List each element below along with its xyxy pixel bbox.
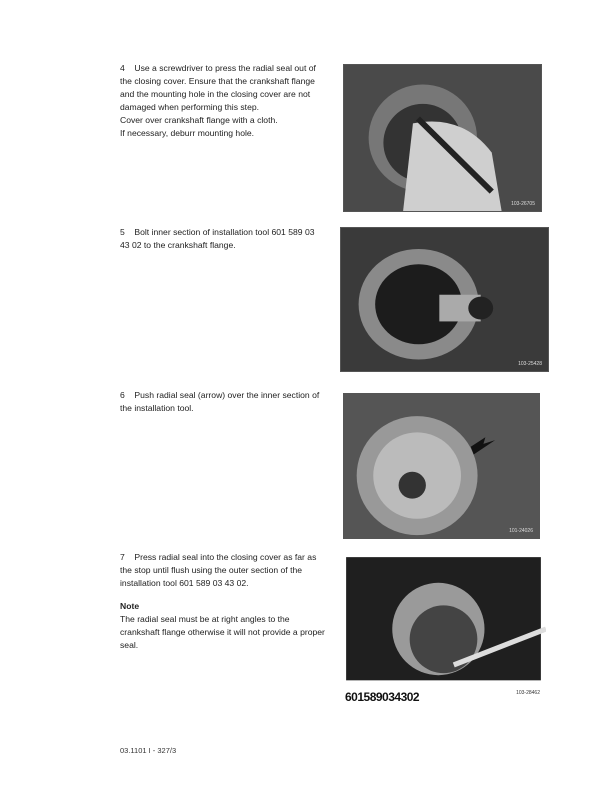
tool-number-label: 601589034302 — [345, 690, 420, 704]
photo-label: 103-25428 — [518, 361, 542, 367]
step-number: 5 — [120, 227, 125, 237]
step-text: Cover over crankshaft flange with a cloth. — [120, 115, 278, 125]
photo-push-seal — [343, 393, 540, 539]
step-7 — [120, 551, 325, 652]
page-footer: 03.1101 I - 327/3 — [120, 746, 177, 755]
photo-label: 103-26705 — [511, 201, 535, 207]
step-number: 7 — [120, 552, 125, 562]
step-4 — [120, 62, 325, 140]
photo-remove-seal — [343, 64, 542, 212]
note-text: The radial seal must be at right angles to the crankshaft flange otherwise it will not provide a proper seal. — [120, 614, 325, 650]
step-6 — [120, 389, 325, 415]
step-text: Push radial seal (arrow) over the inner section of the installation tool. — [120, 390, 320, 413]
step-text: Press radial seal into the closing cover as far as the stop until flush using the outer section of the installation tool 601 589 03 43 02. — [120, 552, 317, 588]
photo-label: 103-28462 — [516, 690, 540, 696]
photo-label: 101-24026 — [509, 528, 533, 534]
step-5 — [120, 226, 325, 252]
photo-press-seal — [340, 551, 547, 707]
step-text: Use a screwdriver to press the radial seal out of the closing cover. Ensure that the crankshaft flange and the mounting hole in the closing cover are not damaged when performing this step. — [120, 63, 316, 112]
step-number: 6 — [120, 390, 125, 400]
step-text: Bolt inner section of installation tool 601 589 03 43 02 to the crankshaft flange. — [120, 227, 315, 250]
step-number: 4 — [120, 63, 125, 73]
step-text: If necessary, deburr mounting hole. — [120, 128, 255, 138]
note-heading: Note — [120, 601, 140, 611]
photo-inner-tool — [340, 227, 549, 372]
